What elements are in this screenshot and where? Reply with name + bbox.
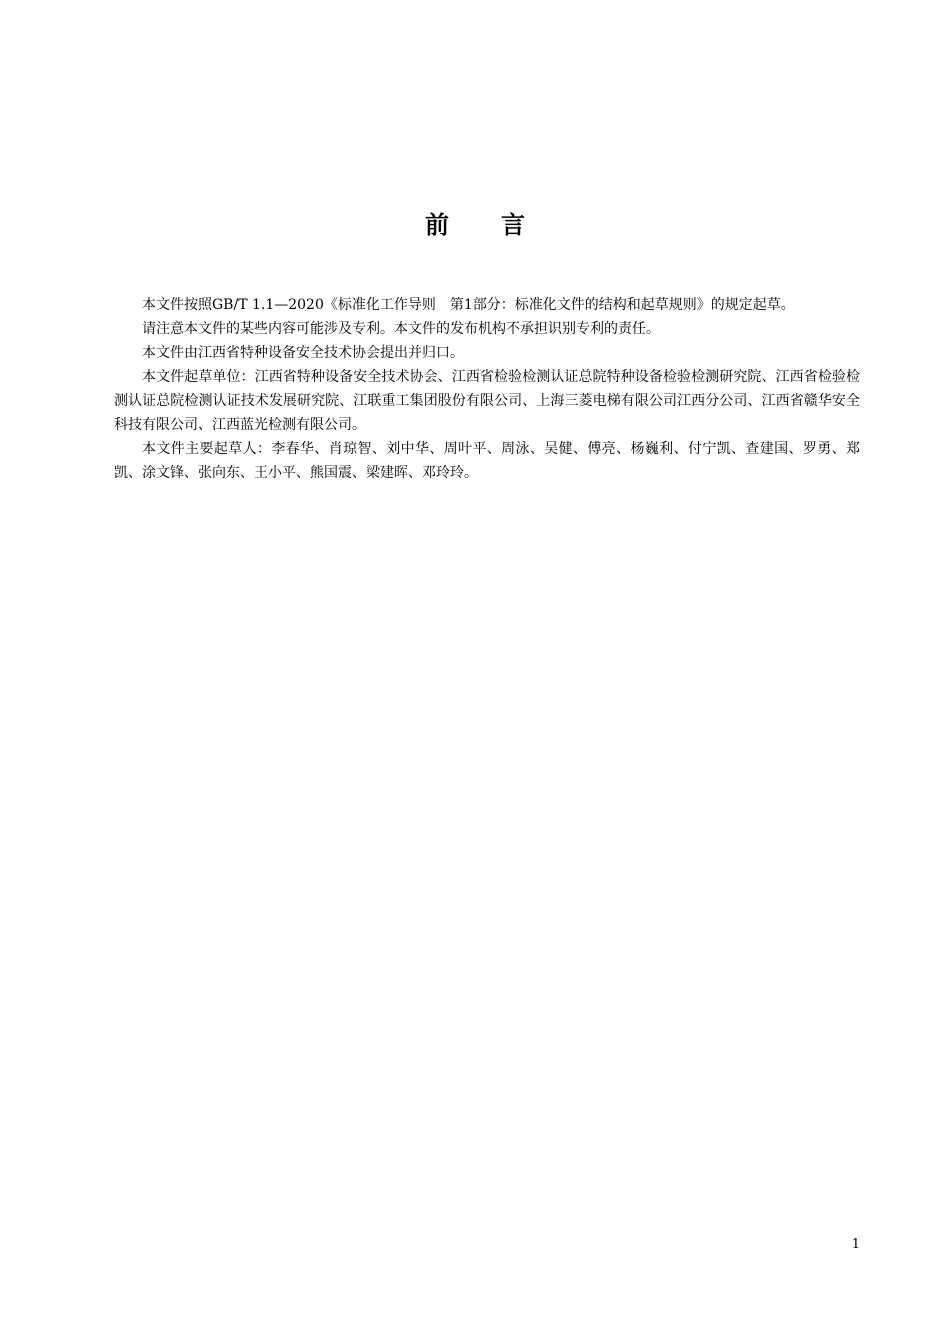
foreword-body bbox=[114, 293, 860, 485]
paragraph-proposer: 本文件由江西省特种设备安全技术协会提出并归口。 bbox=[142, 345, 464, 361]
paragraph-drafting-units: 本文件起草单位：江西省特种设备安全技术协会、江西省检验检测认证总院特种设备检验检测研究院、江西省检验检测认证总院检测认证技术发展研究院、江联重工集团股份有限公司、上海三菱电梯有限公司江西分公司、江西省赣华安全科技有限公司、江西蓝光检测有限公司。 bbox=[114, 369, 860, 433]
page-title bbox=[0, 205, 950, 245]
paragraph-drafters: 本文件主要起草人：李春华、肖琼智、刘中华、周叶平、周泳、吴健、傅亮、杨巍利、付宁凯、查建国、罗勇、郑凯、涂文锋、张向东、王小平、熊国震、梁建晖、邓玲玲。 bbox=[114, 441, 860, 481]
title-char-1: 前 bbox=[425, 211, 449, 239]
paragraph-drafting-basis: 本文件按照GB/T 1.1—2020《标准化工作导则 第1部分：标准化文件的结构和起草规则》的规定起草。 bbox=[142, 297, 795, 313]
page-number: 1 bbox=[851, 1237, 860, 1252]
paragraph-patent-notice: 请注意本文件的某些内容可能涉及专利。本文件的发布机构不承担识别专利的责任。 bbox=[142, 321, 660, 337]
title-char-2: 言 bbox=[501, 211, 525, 239]
